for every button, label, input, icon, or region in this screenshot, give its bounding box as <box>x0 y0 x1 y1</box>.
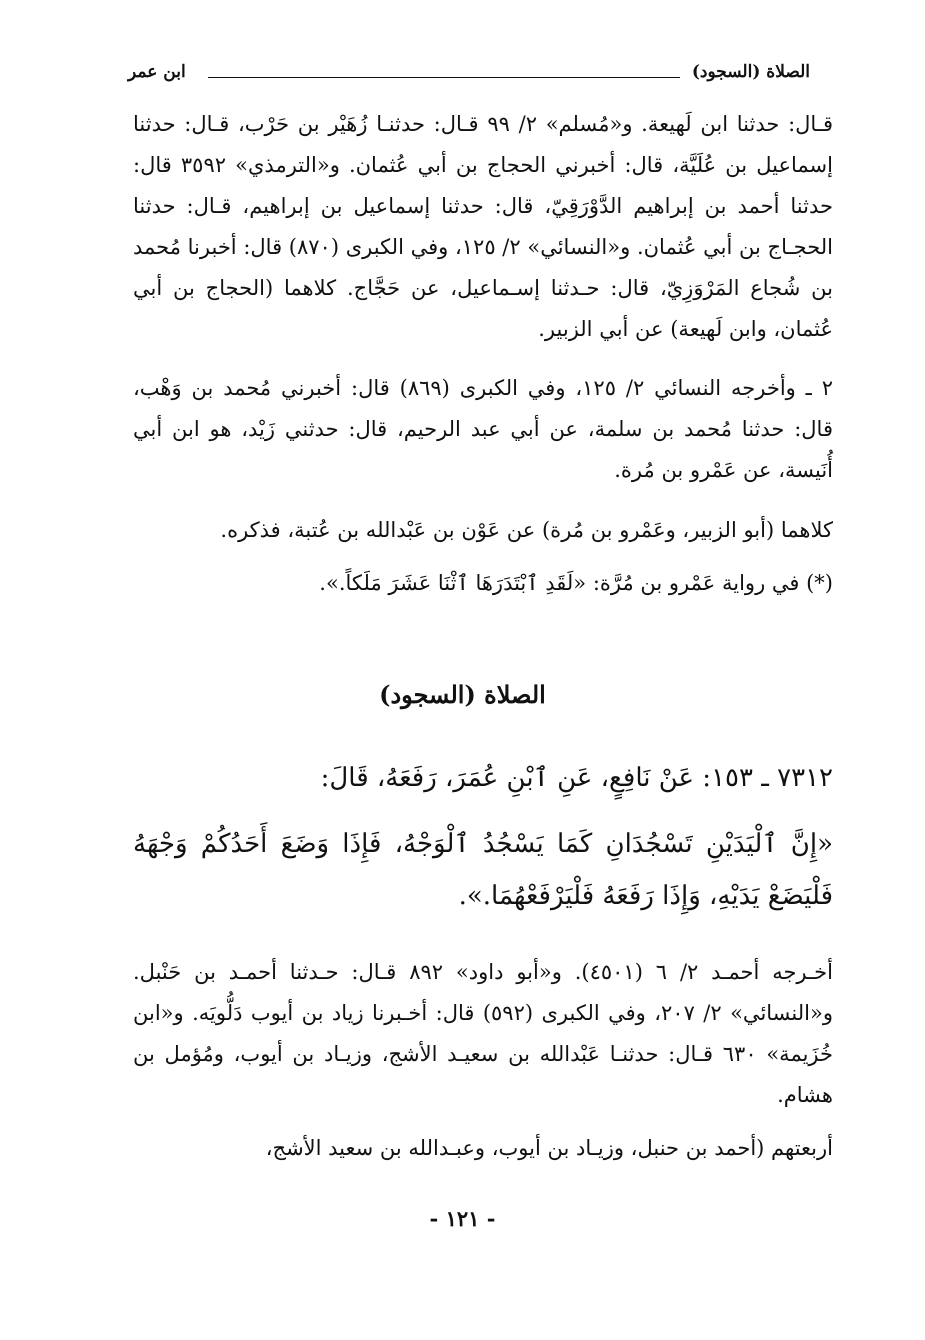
chapter-title: الصلاة (السجود) <box>379 680 546 709</box>
footnote-paragraph <box>133 563 833 604</box>
running-header <box>128 62 810 90</box>
footnote-text: ٢ ـ وأخرجه النسائي ٢/ ١٢٥، وفي الكبرى (٨٦٩) قال: أخبرني مُحمد بن وَهْب، قال: حدثنا مُحمد بن سلمة، عن أبي عبد الرحيم، قال: حدثني زَيْد، هو ابن أبي أُنَيسة، عن عَمْرو بن مُرة. <box>133 376 833 482</box>
footnote-text: قـال: حدثنا ابن لَهيعة. و«مُسلم» ٢/ ٩٩ قـال: حدثنـا زُهَيْر بن حَرْب، قـال: حدثنا إسماعيل بن عُلَيَّة، قال: أخبرني الحجاج بن أبي عُثمان. و«الترمذي» ٣٥٩٢ قال: حدثنا أحمد بن إبراهيم الدَّوْرَقِيّ، قال: حدثنا إسماعيل بن إبراهيم، قـال: حدثنا الحجـاج بن أبي عُثمان. و«النسائي» ٢/ ١٢٥، وفي الكبرى (٨٧٠) قال: أخبرنا مُحمد بن شُجاع المَرْوَزِيّ، قال: حـدثنا إسـماعيل، عن حَجَّاج. كلاهما (الحجاج بن أبي عُثمان، وابن لَهيعة) عن أبي الزبير. <box>133 112 834 341</box>
footnote-paragraph <box>133 104 833 350</box>
hadith-number-and-isnad: ٧٣١٢ ـ ١٥٣: عَنْ نَافِعٍ، عَنِ ٱبْنِ عُمَرَ، رَفَعَهُ، قَالَ: <box>320 763 833 793</box>
footnote-text: (*) في رواية عَمْرو بن مُرَّة: «لَقَدِ ٱبْتَدَرَهَا ٱثْنَا عَشَرَ مَلَكاً.». <box>319 571 833 595</box>
hadith-matn <box>133 818 833 922</box>
footnote-paragraph <box>133 510 833 551</box>
header-rule <box>208 77 680 78</box>
takhrij-paragraph <box>133 952 833 1116</box>
takhrij-paragraph <box>133 1128 833 1169</box>
takhrij-text: أخـرجه أحمـد ٢/ ٦ (٤٥٠١). و«أبو داود» ٨٩٢ قـال: حـدثنا أحمـد بن حَنْبل. و«النسائي» ٢/ ٢٠٧، وفي الكبرى (٥٩٢) قال: أخـبرنا زياد بن أيوب دَلُّويَه. و«ابن خُزَيمة» ٦٣٠ قـال: حدثنـا عَبْدالله بن سعيـد الأشج، وزيـاد بن أيوب، ومُؤمل بن هشام. <box>133 960 833 1107</box>
hadith-text: «إِنَّ ٱلْيَدَيْنِ تَسْجُدَانِ كَمَا يَسْجُدُ ٱلْوَجْهُ، فَإِذَا وَضَعَ أَحَدُكُمْ وَجْهَهُ فَلْيَضَعْ يَدَيْهِ، وَإِذَا رَفَعَهُ فَلْيَرْفَعْهُمَا.». <box>133 829 833 911</box>
footnote-text: كلاهما (أبو الزبير، وعَمْرو بن مُرة) عن عَوْن بن عَبْدالله بن عُتبة، فذكره. <box>220 518 833 542</box>
running-header-chapter: الصلاة (السجود) <box>691 62 810 82</box>
footnote-paragraph <box>133 368 833 491</box>
running-header-musnad: ابن عمر <box>128 62 186 82</box>
hadith-heading <box>133 752 833 804</box>
takhrij-text: أربعتهم (أحمد بن حنبل، وزيـاد بن أيوب، وعبـدالله بن سعيد الأشج، <box>265 1136 833 1160</box>
page-number: - ١٢١ - <box>429 1206 496 1231</box>
